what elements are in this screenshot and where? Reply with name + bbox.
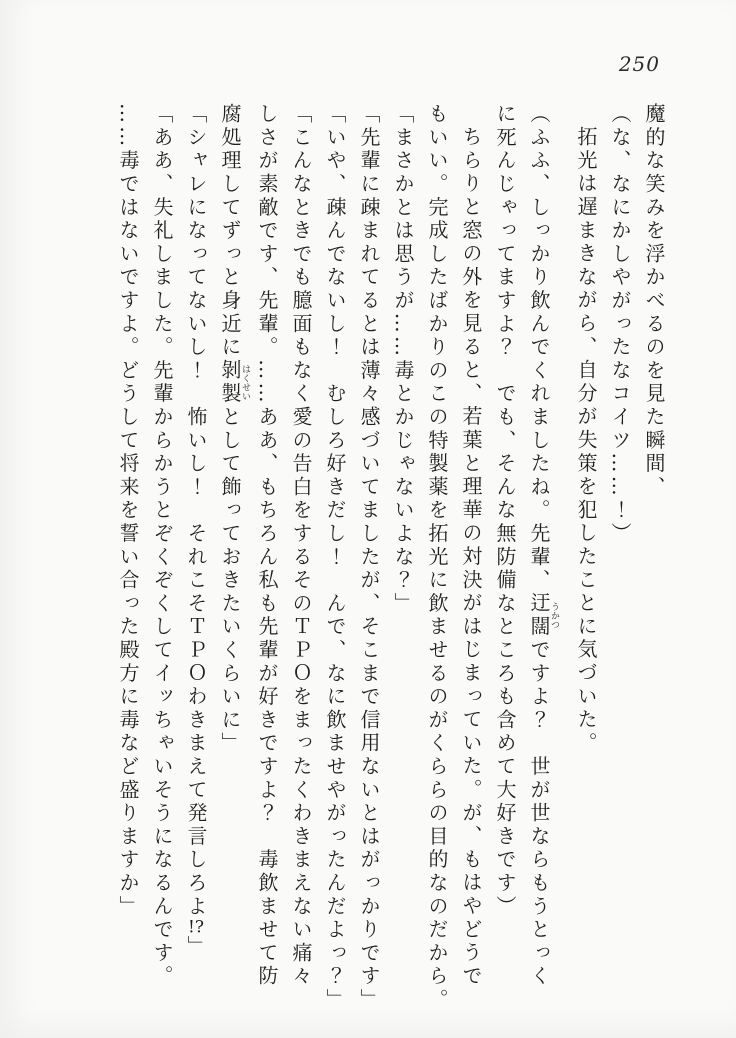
text-run: ……毒ではないですよ。どうして将来を誓い合った殿方に毒など盛りますか」	[116, 103, 140, 919]
tate-chu-yoko: !?	[188, 918, 204, 936]
text-line	[488, 103, 522, 1013]
text-line	[179, 103, 213, 1013]
text-line	[569, 103, 603, 1013]
furigana-text: はくせい	[240, 359, 250, 406]
text-run: 拓光は遅まきながら、自分が失策を犯したことに気づいた。	[574, 126, 598, 756]
furigana-ruby: 剝製はくせい	[218, 359, 250, 406]
text-run: （な、なにかしやがったなコイツ……！）	[608, 103, 632, 546]
text-line	[318, 103, 352, 1013]
text-line	[637, 103, 671, 1013]
text-run: （ふふ、しっかり飲んでくれましたね。先輩、	[527, 103, 551, 593]
text-line	[420, 103, 454, 1013]
page-number: 250	[618, 52, 660, 76]
text-run: 」	[184, 935, 208, 959]
text-line	[522, 103, 559, 1013]
text-run: 「シャレになってないし！ 怖いし！ それこそＴＰＯわきまえて発言しろよ	[184, 103, 208, 919]
text-run: として飾っておきたいくらいに」	[218, 405, 242, 756]
text-line	[145, 103, 179, 1013]
text-line	[213, 103, 250, 1013]
text-run: ですよ？ 世が世ならもうとっく	[527, 638, 551, 989]
text-run: 「こんなときでも臆面もなく愛の告白をするそのＴＰＯをまったくわきまえない痛々	[289, 103, 313, 989]
text-run: 腐処理してずっと身近に	[218, 103, 242, 360]
text-run: もいい。完成したばかりのこの特製薬を拓光に飲ませるのがくららの目的なのだから。	[425, 103, 449, 1012]
text-run: 「まさかとは思うが……毒とかじゃないよな？」	[391, 103, 415, 616]
text-run: 「いや、疎んでないし！ むしろ好きだし！ んで、なに飲ませやがったんだよっ？」	[323, 103, 347, 1012]
text-run: しさが素敵です、先輩。……ああ、もちろん私も先輩が好きですよ？ 毒飲ませて防	[255, 103, 279, 989]
text-line	[284, 103, 318, 1013]
text-run: 魔的な笑みを浮かべるのを見た瞬間、	[642, 103, 666, 500]
text-block	[111, 103, 671, 1013]
text-run: ちらりと窓の外を見ると、若葉と理華の対決がはじまっていた。が、もはやどうで	[459, 126, 483, 989]
text-run: 「先輩に疎まれてるとは薄々感づいてましたが、そこまで信用ないとはがっかりです」	[357, 103, 381, 1012]
text-run: 「ああ、失礼しました。先輩からかうとぞくぞくしてイッちゃいそうになるんです。	[150, 103, 174, 989]
text-line	[603, 103, 637, 1013]
text-run: に死んじゃってますよ？ でも、そんな無防備なところも含めて大好きです）	[493, 103, 517, 919]
text-line	[250, 103, 284, 1013]
text-line	[386, 103, 420, 1013]
text-line	[111, 103, 145, 1013]
furigana-text: うかつ	[549, 592, 559, 639]
text-line	[352, 103, 386, 1013]
text-line	[454, 103, 488, 1013]
furigana-ruby: 迂闊うかつ	[527, 592, 559, 639]
